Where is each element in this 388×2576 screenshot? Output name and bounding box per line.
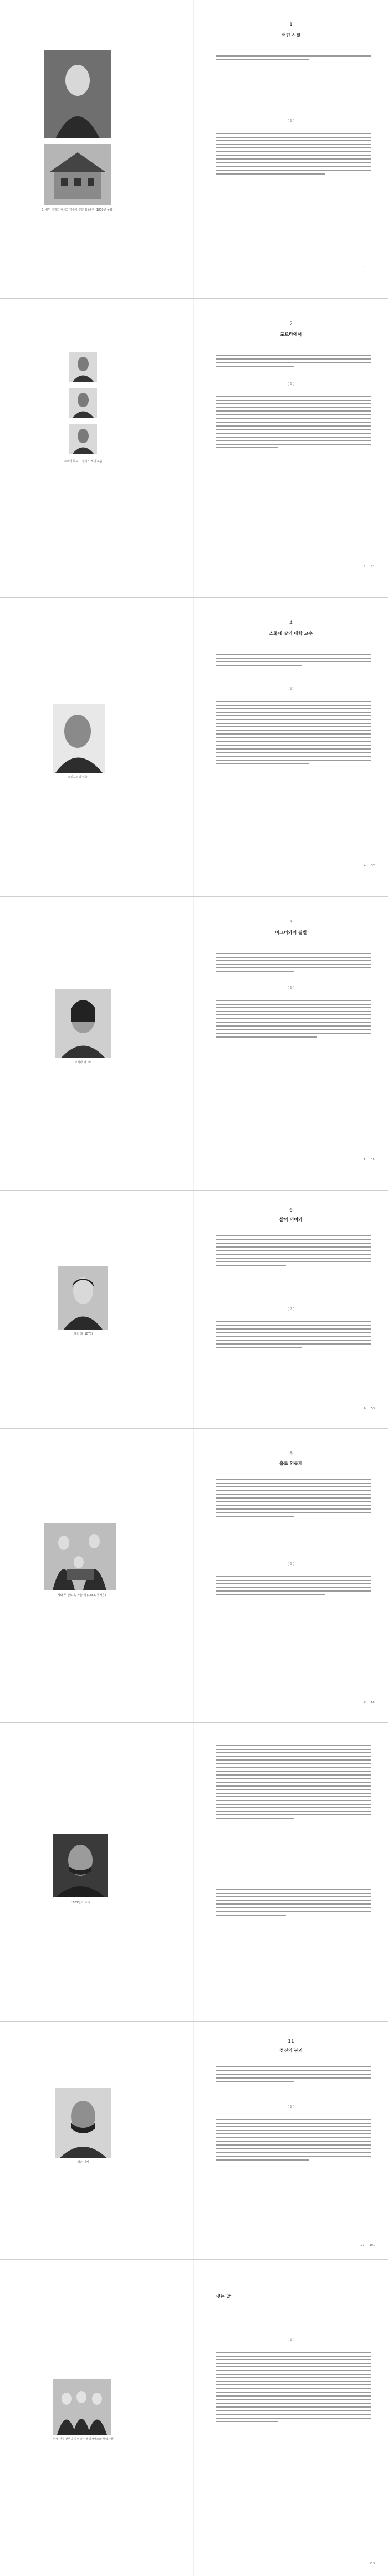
page-folio: 2 21 (364, 565, 375, 568)
spread-3 (0, 598, 388, 897)
chapter-number: 6 (289, 1208, 293, 1213)
right-page (194, 1723, 388, 2021)
page-folio: 4 37 (364, 864, 375, 868)
body-text (216, 133, 371, 177)
chapter-title: 어린 시절 (282, 33, 300, 38)
right-page (194, 2260, 388, 2576)
page-folio: 5 45 (364, 1158, 375, 1161)
right-page (194, 897, 388, 1190)
chapter-number: 11 (288, 2039, 294, 2044)
section-separator: ( 1 ) (287, 687, 295, 691)
photo-caption: 병든 니체 (77, 2161, 89, 2164)
spread-5 (0, 1191, 388, 1429)
body-text (216, 2119, 371, 2163)
portrait-photo (53, 704, 105, 773)
portrait-photo (69, 352, 97, 382)
chapter-number: 9 (289, 1451, 293, 1457)
page-folio: 6 53 (364, 1407, 375, 1410)
body-text (216, 2066, 371, 2085)
spread-2 (0, 299, 388, 598)
page-folio: 113 (369, 2562, 375, 2565)
photo-caption: 프리드리히 리출 (68, 776, 88, 779)
chapter-number: 2 (289, 321, 293, 327)
chapter-title: 스물네 살의 대학 교수 (269, 631, 313, 636)
portrait-photo (55, 989, 111, 1058)
spread-9 (0, 2260, 388, 2576)
chapter-title: 포르타에서 (280, 332, 302, 337)
chapter-title: 바그너와의 결별 (275, 930, 307, 935)
group-photo (44, 1523, 116, 1590)
group-photo (53, 2379, 111, 2435)
photo-caption: 니체 전집 간행을 준비하는 엘리자베트와 협력자들 (53, 2438, 114, 2441)
body-text (216, 1321, 371, 1351)
photo-caption: 1. 유년 시절의 니체와 가족이 살던 집 (추정, 1850년 무렵) (42, 208, 114, 212)
photo-caption: 1882년의 니체 (71, 1901, 90, 1905)
body-text (216, 55, 371, 63)
section-separator: ( 1 ) (287, 119, 295, 123)
body-text (216, 2352, 371, 2425)
body-text (216, 701, 371, 767)
body-text (216, 1745, 371, 1821)
page-folio: 9 65 (364, 1701, 375, 1704)
spread-8 (0, 2022, 388, 2260)
portrait-photo (55, 2088, 111, 2158)
body-text (216, 953, 371, 975)
page-folio: 1 11 (364, 266, 375, 269)
chapter-number: 5 (289, 920, 293, 925)
chapter-title: 정신의 붕괴 (279, 2048, 303, 2053)
portrait-photo (69, 388, 97, 418)
chapter-number: 4 (289, 620, 293, 626)
page-folio: 11 101 (360, 2244, 375, 2247)
right-page (194, 299, 388, 597)
portrait-photo (53, 1834, 108, 1897)
portrait-photo (69, 424, 97, 454)
section-separator: ( 1 ) (287, 382, 295, 386)
left-page (0, 299, 194, 597)
section-separator: ( 1 ) (287, 1562, 295, 1566)
body-text (216, 1889, 371, 1918)
right-page (194, 0, 388, 298)
right-page (194, 1429, 388, 1722)
left-page (0, 2260, 194, 2576)
chapter-number: 1 (289, 22, 293, 28)
portrait-photo (44, 50, 111, 138)
left-page (0, 1191, 194, 1428)
body-text (216, 1576, 371, 1598)
right-page (194, 2022, 388, 2259)
photo-caption: 포르타 학교 시절의 니체의 모습 (64, 460, 103, 463)
chapter-title: 삶의 의미와 (279, 1217, 303, 1222)
body-text (216, 654, 371, 668)
spread-6 (0, 1429, 388, 1723)
chapter-title: 맺는 말 (216, 2294, 231, 2299)
body-text (216, 355, 371, 369)
body-text (216, 1235, 371, 1268)
right-page (194, 598, 388, 896)
right-page (194, 1191, 388, 1428)
left-page (0, 1723, 194, 2021)
section-separator: ( 2 ) (287, 1307, 295, 1311)
photo-caption: 파울 레 (1870) (73, 1332, 93, 1336)
spread-4 (0, 897, 388, 1191)
spread-7 (0, 1723, 388, 2022)
photo-caption: 니체와 루 살로메, 파울 레 (1882, 루체른) (54, 1594, 106, 1597)
section-separator: ( 1 ) (287, 986, 295, 990)
body-text (216, 1000, 371, 1040)
left-page (0, 897, 194, 1190)
photo-caption: 코지마 바그너 (74, 1061, 92, 1064)
left-page (0, 598, 194, 896)
chapter-title: 홀로 외롭게 (279, 1461, 303, 1466)
left-page (0, 0, 194, 298)
section-separator: ( 1 ) (287, 2105, 295, 2109)
spread-1 (0, 0, 388, 299)
left-page (0, 1429, 194, 1722)
body-text (216, 1479, 371, 1520)
left-page (0, 2022, 194, 2259)
house-photo (44, 144, 111, 205)
body-text (216, 396, 371, 451)
portrait-photo (58, 1266, 108, 1330)
section-separator: ( 1 ) (287, 2338, 295, 2342)
